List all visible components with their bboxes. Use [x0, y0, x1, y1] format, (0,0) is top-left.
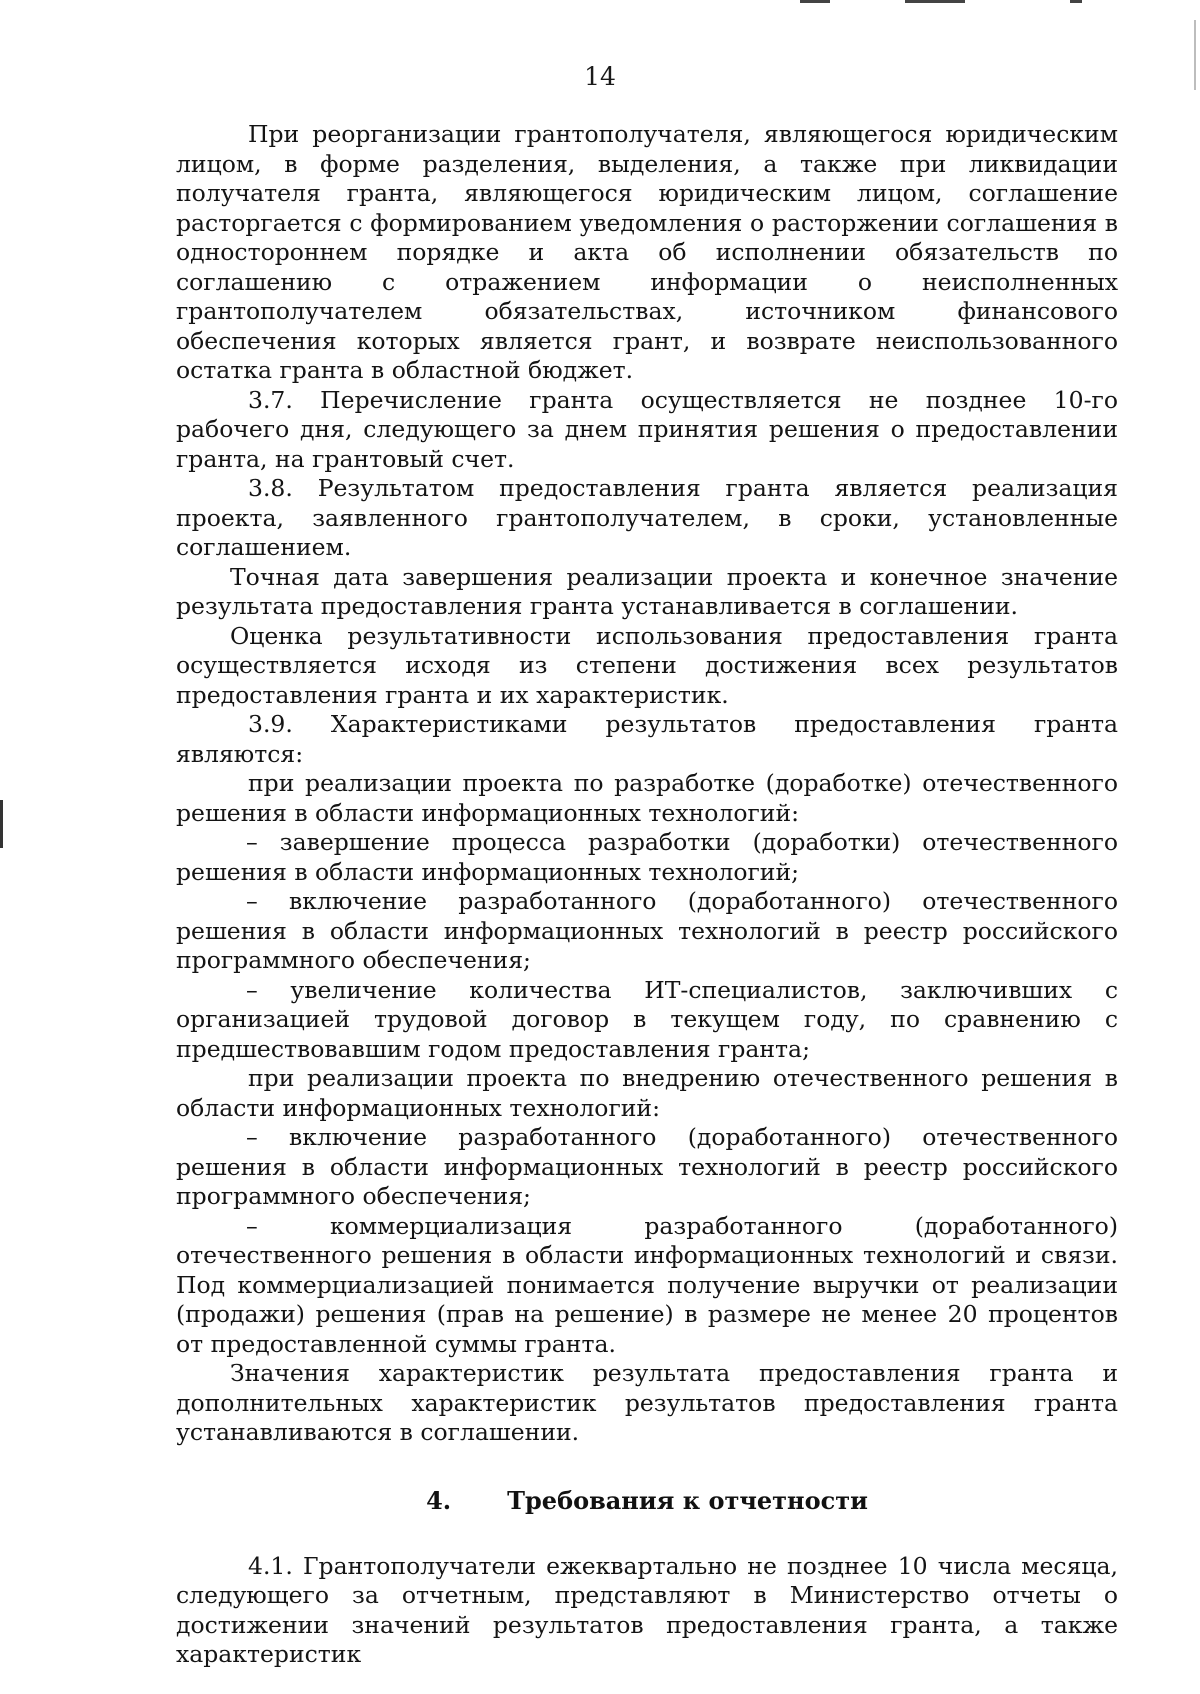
paragraph-4-1: 4.1. Грантополучатели ежеквартально не позднее 10 числа месяца, следующего за отчетным, представляют в Министерство отчеты о достижении значений результатов предоставления гранта, а также характеристик	[176, 1551, 1118, 1668]
paragraph-values: Значения характеристик результата предоставления гранта и дополнительных характеристик результатов предоставления гранта устанавливаются в соглашении.	[176, 1359, 1118, 1446]
list-item: – включение разработанного (доработанного) отечественного решения в области информационных технологий в реестр российского программного обеспечения;	[176, 1123, 1118, 1210]
page-number: 14	[584, 62, 616, 91]
paragraph-3-9: 3.9. Характеристиками результатов предоставления гранта являются:	[176, 710, 1118, 768]
list-item: – коммерциализация разработанного (доработанного) отечественного решения в области информационных технологий и связи. Под коммерциализацией понимается получение выручки от реализации (продажи) решения (прав на решение) в размере не менее 20 процентов от предоставленной суммы гранта.	[176, 1211, 1118, 1358]
paragraph-reorganization: При реорганизации грантополучателя, являющегося юридическим лицом, в форме разделения, выделения, а также при ликвидации получателя гранта, являющегося юридическим лицом, соглашение расторгается с формированием уведомления о расторжении соглашения в одностороннем порядке и акта об исполнении обязательств по соглашению с отражением информации о неисполненных грантополучателем обязательствах, источником финансового обеспечения которых является грант, и возврате неиспользованного остатка гранта в областной бюджет.	[176, 120, 1118, 384]
scan-artifact	[905, 0, 965, 3]
list-item: – увеличение количества ИТ-специалистов, заключивших с организацией трудовой договор в текущем году, по сравнению с предшествовавшим годом предоставления гранта;	[176, 975, 1118, 1063]
scan-artifact	[800, 0, 830, 3]
section-number: 4.	[426, 1485, 452, 1515]
list-item: – завершение процесса разработки (доработки) отечественного решения в области информационных технологий;	[176, 828, 1118, 886]
section-title: Требования к отчетности	[507, 1485, 868, 1515]
scan-artifact	[0, 800, 3, 848]
paragraph-development-case: при реализации проекта по разработке (доработке) отечественного решения в области информационных технологий:	[176, 769, 1118, 827]
list-item: – включение разработанного (доработанного) отечественного решения в области информационных технологий в реестр российского программного обеспечения;	[176, 887, 1118, 974]
paragraph-3-8: 3.8. Результатом предоставления гранта является реализация проекта, заявленного грантополучателем, в сроки, установленные соглашением.	[176, 474, 1118, 561]
paragraph-implementation-case: при реализации проекта по внедрению отечественного решения в области информационных технологий:	[176, 1064, 1118, 1122]
scan-artifact	[1070, 0, 1082, 3]
paragraph-exact-date: Точная дата завершения реализации проекта и конечное значение результата предоставления гранта устанавливается в соглашении.	[176, 562, 1118, 620]
paragraph-evaluation: Оценка результативности использования предоставления гранта осуществляется исходя из степени достижения всех результатов предоставления гранта и их характеристик.	[176, 621, 1118, 709]
section-heading	[176, 1486, 1118, 1516]
document-body	[176, 120, 1118, 1670]
paragraph-3-7: 3.7. Перечисление гранта осуществляется не позднее 10-го рабочего дня, следующего за днем принятия решения о предоставлении гранта, на грантовый счет.	[176, 385, 1118, 473]
